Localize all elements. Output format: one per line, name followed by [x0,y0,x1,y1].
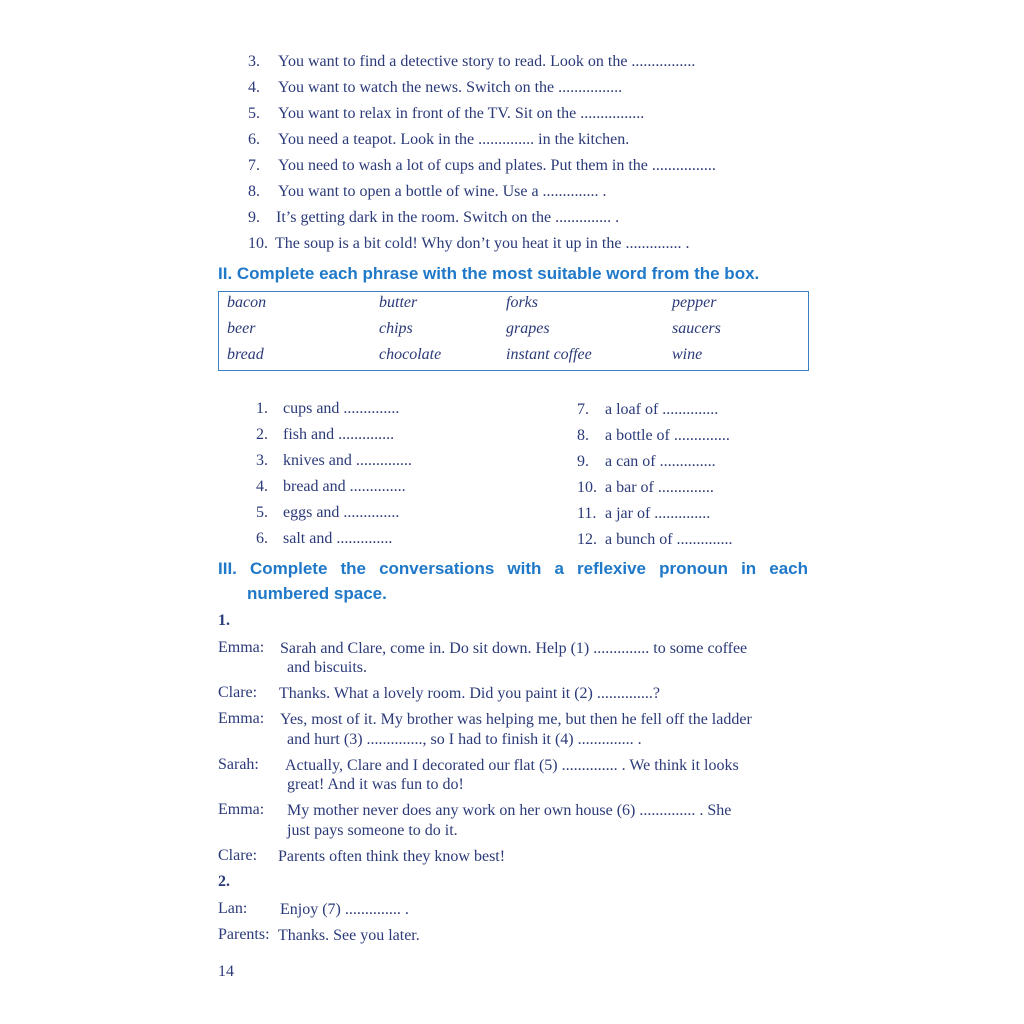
exercise-item: 5. You want to relax in front of the TV. Sit on the ................ [248,105,645,122]
speaker-name: Clare: [218,684,258,701]
exercise-item: 3. You want to find a detective story to read. Look on the ................ [248,53,696,70]
box-word: saucers [672,320,721,337]
section-heading: II. Complete each phrase with the most suitable word from the box. [218,264,760,283]
dialogue-line: Enjoy (7) .............. . [280,901,409,918]
dialogue-line: just pays someone to do it. [287,822,458,839]
speaker-name: Emma: [218,801,265,818]
box-word: wine [672,346,703,363]
box-word: butter [379,294,418,311]
section-heading-continued: numbered space. [247,584,387,603]
dialogue-line: My mother never does any work on her own house (6) .............. . She [287,802,732,819]
speaker-name: Clare: [218,847,258,864]
box-word: chocolate [379,346,442,363]
speaker-name: Lan: [218,900,248,917]
dialogue-line: Thanks. What a lovely room. Did you paint it (2) ..............? [279,685,660,702]
exercise-item: 6. You need a teapot. Look in the .............. in the kitchen. [248,131,630,148]
phrase-item: 7. a loaf of .............. [577,401,719,418]
phrase-item: 11. a jar of .............. [577,505,711,522]
dialogue-line: Sarah and Clare, come in. Do sit down. Help (1) .............. to some coffee [280,640,748,657]
dialogue-line: Actually, Clare and I decorated our flat (5) .............. . We think it looks [285,757,739,774]
section-heading: III. Complete the conversations with a reflexive pronoun in each [218,559,808,578]
conversation-number: 1. [218,612,230,629]
box-word: forks [506,294,538,311]
phrase-item: 6. salt and .............. [256,530,393,547]
box-word: bread [227,346,264,363]
box-word: instant coffee [506,346,592,363]
phrase-item: 8. a bottle of .............. [577,427,730,444]
box-word: beer [227,320,256,337]
dialogue-line: and biscuits. [287,659,367,676]
dialogue-line: Thanks. See you later. [278,927,420,944]
speaker-name: Parents: [218,926,270,943]
page-number: 14 [218,963,234,980]
speaker-name: Sarah: [218,756,259,773]
exercise-item: 10. The soup is a bit cold! Why don’t you heat it up in the .............. . [248,235,690,252]
speaker-name: Emma: [218,639,265,656]
box-word: chips [379,320,413,337]
phrase-item: 12. a bunch of .............. [577,531,733,548]
conversation-number: 2. [218,873,230,890]
phrase-item: 5. eggs and .............. [256,504,400,521]
speaker-name: Emma: [218,710,265,727]
phrase-item: 9. a can of .............. [577,453,716,470]
exercise-item: 7. You need to wash a lot of cups and plates. Put them in the ................ [248,157,716,174]
phrase-item: 1. cups and .............. [256,400,400,417]
phrase-item: 4. bread and .............. [256,478,406,495]
dialogue-line: Parents often think they know best! [278,848,506,865]
phrase-item: 2. fish and .............. [256,426,395,443]
dialogue-line: and hurt (3) .............., so I had to finish it (4) .............. . [287,731,642,748]
exercise-item: 8. You want to open a bottle of wine. Use a .............. . [248,183,607,200]
dialogue-line: Yes, most of it. My brother was helping me, but then he fell off the ladder [280,711,752,728]
box-word: grapes [506,320,550,337]
box-word: bacon [227,294,267,311]
exercise-item: 4. You want to watch the news. Switch on the ................ [248,79,623,96]
phrase-item: 3. knives and .............. [256,452,412,469]
box-word: pepper [672,294,717,311]
word-box [218,291,809,371]
exercise-item: 9. It’s getting dark in the room. Switch on the .............. . [248,209,620,226]
dialogue-line: great! And it was fun to do! [287,776,464,793]
phrase-item: 10. a bar of .............. [577,479,714,496]
